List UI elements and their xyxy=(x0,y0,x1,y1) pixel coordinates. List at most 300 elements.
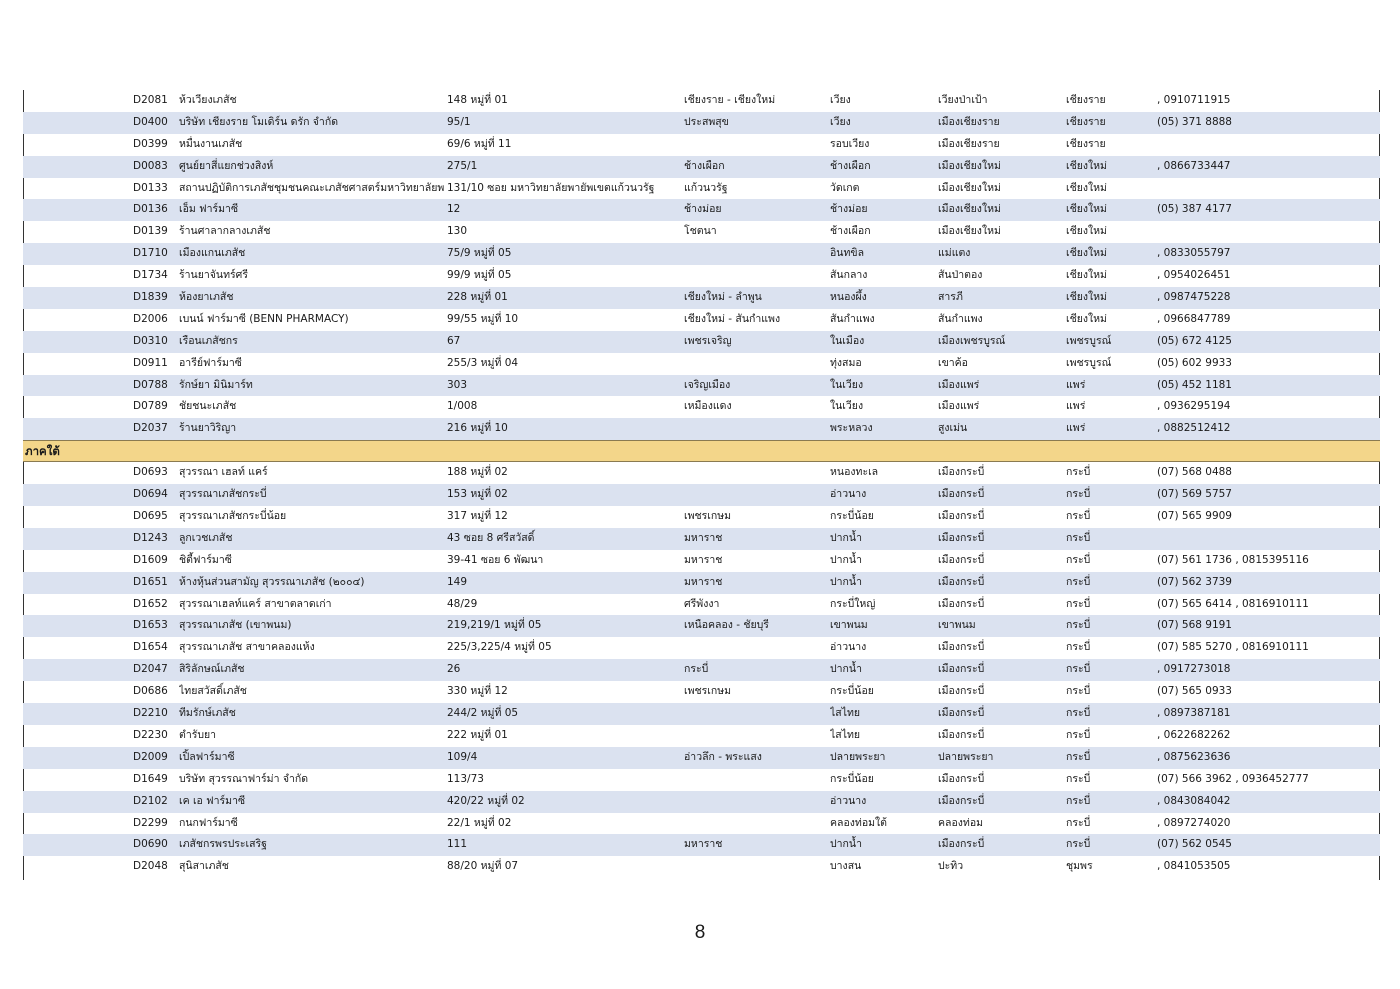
cell-province: เชียงราย xyxy=(1066,115,1106,128)
cell-province: กระบี่ xyxy=(1066,816,1091,829)
cell-province: กระบี่ xyxy=(1066,728,1091,741)
table-row xyxy=(23,243,1380,265)
cell-subdistrict: พระหลวง xyxy=(830,422,873,435)
pharmacy-table xyxy=(23,90,1380,878)
cell-subdistrict: ไสไทย xyxy=(830,707,861,720)
cell-store-code: D1654 xyxy=(133,641,168,654)
cell-phone: (07) 565 6414 , 0816910111 xyxy=(1157,597,1309,610)
cell-phone: (07) 565 0933 xyxy=(1157,685,1232,698)
cell-store-name: ชัยชนะเภสัช xyxy=(179,400,237,413)
table-row xyxy=(23,769,1380,791)
cell-province: เพชรบูรณ์ xyxy=(1066,334,1112,347)
cell-province: แพร่ xyxy=(1066,422,1086,435)
cell-phone: (07) 561 1736 , 0815395116 xyxy=(1157,553,1309,566)
cell-province: กระบี่ xyxy=(1066,641,1091,654)
cell-province: กระบี่ xyxy=(1066,750,1091,763)
cell-district: สูงเม่น xyxy=(938,422,968,435)
cell-store-code: D0686 xyxy=(133,685,168,698)
cell-store-code: D0789 xyxy=(133,400,168,413)
cell-province: กระบี่ xyxy=(1066,619,1091,632)
cell-district: สารภี xyxy=(938,291,963,304)
table-row xyxy=(23,90,1380,112)
cell-store-name: ตำรับยา xyxy=(179,728,217,741)
cell-road: เชียงใหม่ - ลำพูน xyxy=(684,291,762,304)
cell-address: 111 xyxy=(447,838,468,851)
cell-store-code: D2009 xyxy=(133,750,168,763)
cell-subdistrict: สันกำแพง xyxy=(830,312,875,325)
table-row xyxy=(23,594,1380,616)
cell-province: กระบี่ xyxy=(1066,838,1091,851)
cell-store-name: รักษ์ยา มินิมาร์ท xyxy=(179,378,253,391)
cell-phone: (07) 566 3962 , 0936452777 xyxy=(1157,772,1309,785)
cell-address: 12 xyxy=(447,203,461,216)
cell-store-name: สุวรรณาเภสัชกระบี่ xyxy=(179,488,267,501)
cell-store-code: D0310 xyxy=(133,334,168,347)
cell-store-code: D2102 xyxy=(133,794,168,807)
cell-address: 130 xyxy=(447,225,468,238)
cell-district: เมืองเชียงใหม่ xyxy=(938,225,1001,238)
cell-province: กระบี่ xyxy=(1066,772,1091,785)
region-header-south xyxy=(23,440,1380,462)
cell-store-name: เบนน์ ฟาร์มาซี (BENN PHARMACY) xyxy=(179,312,349,325)
cell-district: เมืองกระบี่ xyxy=(938,553,985,566)
cell-store-code: D1734 xyxy=(133,269,168,282)
table-row xyxy=(23,747,1380,769)
cell-store-code: D1652 xyxy=(133,597,168,610)
cell-district: เมืองกระบี่ xyxy=(938,597,985,610)
cell-phone: (07) 565 9909 xyxy=(1157,510,1232,523)
cell-subdistrict: กระบี่น้อย xyxy=(830,685,874,698)
cell-road: เชียงใหม่ - สันกำแพง xyxy=(684,312,781,325)
cell-store-code: D1243 xyxy=(133,531,168,544)
north-region-rows xyxy=(23,90,1380,440)
cell-store-name: เค เอ ฟาร์มาซี xyxy=(179,794,246,807)
table-row xyxy=(23,353,1380,375)
cell-road: อ่าวลึก - พระแสง xyxy=(684,750,762,763)
cell-address: 153 หมู่ที่ 02 xyxy=(447,488,508,501)
table-row xyxy=(23,309,1380,331)
cell-address: 330 หมู่ที่ 12 xyxy=(447,685,508,698)
cell-province: กระบี่ xyxy=(1066,663,1091,676)
cell-phone: , 0882512412 xyxy=(1157,422,1231,435)
cell-district: เมืองกระบี่ xyxy=(938,772,985,785)
cell-address: 244/2 หมู่ที่ 05 xyxy=(447,707,519,720)
cell-store-code: D2047 xyxy=(133,663,168,676)
cell-subdistrict: รอบเวียง xyxy=(830,137,870,150)
cell-subdistrict: หนองทะเล xyxy=(830,466,879,479)
cell-province: กระบี่ xyxy=(1066,575,1091,588)
cell-phone: (05) 387 4177 xyxy=(1157,203,1232,216)
cell-store-name: ห้วเวียงเภสัช xyxy=(179,94,237,106)
cell-district: เมืองกระบี่ xyxy=(938,685,985,698)
cell-road: เพชรเกษม xyxy=(684,685,732,698)
cell-district: เมืองกระบี่ xyxy=(938,488,985,501)
cell-phone: , 0875623636 xyxy=(1157,750,1231,763)
cell-store-code: D1710 xyxy=(133,247,168,260)
cell-province: กระบี่ xyxy=(1066,510,1091,523)
cell-store-name: เภสัชกรพรประเสริฐ xyxy=(179,838,267,851)
cell-phone: , 0843084042 xyxy=(1157,794,1231,807)
cell-subdistrict: อินทขิล xyxy=(830,247,865,260)
cell-store-code: D2081 xyxy=(133,94,168,106)
cell-address: 22/1 หมู่ที่ 02 xyxy=(447,816,512,829)
cell-subdistrict: กระบี่ใหญ่ xyxy=(830,597,876,610)
cell-store-code: D0083 xyxy=(133,159,168,172)
cell-district: แม่แตง xyxy=(938,247,971,260)
cell-subdistrict: อ่าวนาง xyxy=(830,641,867,654)
cell-road: ศรีพังงา xyxy=(684,597,720,610)
cell-store-name: ร้านยาจันทร์ศรี xyxy=(179,269,248,282)
cell-phone: , 0622682262 xyxy=(1157,728,1231,741)
cell-province: กระบี่ xyxy=(1066,488,1091,501)
cell-store-code: D2230 xyxy=(133,728,168,741)
cell-road: กระบี่ xyxy=(684,663,709,676)
cell-district: คลองท่อม xyxy=(938,816,984,829)
cell-district: สันกำแพง xyxy=(938,312,983,325)
cell-subdistrict: ปลายพระยา xyxy=(830,750,886,763)
cell-district: เมืองเชียงราย xyxy=(938,137,1000,150)
cell-subdistrict: ทุ่งสมอ xyxy=(830,356,862,369)
table-row xyxy=(23,287,1380,309)
table-row xyxy=(23,112,1380,134)
cell-store-name: บริษัท เชียงราย โมเดิร์น ดรัก จำกัด xyxy=(179,115,339,128)
cell-district: เมืองเชียงใหม่ xyxy=(938,203,1001,216)
cell-phone: , 0917273018 xyxy=(1157,663,1231,676)
cell-store-code: D0695 xyxy=(133,510,168,523)
cell-province: เชียงใหม่ xyxy=(1066,291,1107,304)
cell-subdistrict: ปากน้ำ xyxy=(830,575,862,588)
cell-district: เมืองกระบี่ xyxy=(938,466,985,479)
cell-phone: (07) 562 0545 xyxy=(1157,838,1232,851)
table-row xyxy=(23,484,1380,506)
cell-store-code: D0133 xyxy=(133,181,168,194)
cell-address: 1/008 xyxy=(447,400,478,413)
cell-subdistrict: บางสน xyxy=(830,860,862,873)
cell-address: 109/4 xyxy=(447,750,478,763)
cell-store-name: ทีมรักษ์เภสัช xyxy=(179,707,236,720)
cell-subdistrict: ในเมือง xyxy=(830,334,865,347)
cell-subdistrict: กระบี่น้อย xyxy=(830,510,874,523)
cell-district: ปะทิว xyxy=(938,860,964,873)
cell-store-code: D0139 xyxy=(133,225,168,238)
cell-address: 275/1 xyxy=(447,159,478,172)
table-row xyxy=(23,681,1380,703)
table-row xyxy=(23,331,1380,353)
cell-subdistrict: วัดเกต xyxy=(830,181,860,194)
cell-road: เพชรเจริญ xyxy=(684,334,732,347)
cell-store-code: D2037 xyxy=(133,422,168,435)
cell-subdistrict: เวียง xyxy=(830,115,851,128)
cell-road: แก้วนวรัฐ xyxy=(684,181,728,194)
cell-district: สันป่าตอง xyxy=(938,269,983,282)
cell-address: 69/6 หมู่ที่ 11 xyxy=(447,137,512,150)
cell-road: เหมืองแดง xyxy=(684,400,732,413)
cell-district: เขาพนม xyxy=(938,619,976,632)
cell-store-code: D0694 xyxy=(133,488,168,501)
cell-store-name: เปิ้ลฟาร์มาซี xyxy=(179,750,235,763)
cell-subdistrict: ปากน้ำ xyxy=(830,838,862,851)
cell-subdistrict: ปากน้ำ xyxy=(830,663,862,676)
cell-address: 317 หมู่ที่ 12 xyxy=(447,510,508,523)
cell-store-code: D0693 xyxy=(133,466,168,479)
cell-store-name: สุวรรณาเภสัชกระบี่น้อย xyxy=(179,510,287,523)
cell-phone: (05) 672 4125 xyxy=(1157,334,1232,347)
cell-address: 188 หมู่ที่ 02 xyxy=(447,466,508,479)
cell-address: 228 หมู่ที่ 01 xyxy=(447,291,508,304)
cell-store-code: D0788 xyxy=(133,378,168,391)
cell-subdistrict: หนองผึ้ง xyxy=(830,291,867,304)
table-row xyxy=(23,462,1380,484)
cell-province: เพชรบูรณ์ xyxy=(1066,356,1112,369)
cell-address: 149 xyxy=(447,575,468,588)
cell-store-name: เอ็ม ฟาร์มาซี xyxy=(179,203,239,216)
cell-phone: , 0987475228 xyxy=(1157,291,1231,304)
region-label: ภาคใต้ xyxy=(25,444,60,459)
cell-road: ช้างม่อย xyxy=(684,203,722,216)
cell-subdistrict: กระบี่น้อย xyxy=(830,772,874,785)
cell-subdistrict: ในเวียง xyxy=(830,400,864,413)
cell-store-name: ลูกเวชเภสัช xyxy=(179,531,233,544)
cell-store-name: ห้องยาเภสัช xyxy=(179,291,234,304)
cell-district: เมืองแพร่ xyxy=(938,378,980,391)
cell-province: แพร่ xyxy=(1066,400,1086,413)
cell-phone: (05) 452 1181 xyxy=(1157,378,1232,391)
cell-subdistrict: ช้างเผือก xyxy=(830,225,871,238)
cell-province: เชียงใหม่ xyxy=(1066,181,1107,194)
page-number: 8 xyxy=(694,922,706,943)
cell-road: ประสพสุข xyxy=(684,115,729,128)
south-region-rows xyxy=(23,462,1380,878)
cell-district: เมืองกระบี่ xyxy=(938,707,985,720)
cell-address: 225/3,225/4 หมู่ที่ 05 xyxy=(447,641,552,654)
cell-store-name: หมื่นงานเภสัช xyxy=(179,137,243,150)
cell-district: เมืองเชียงใหม่ xyxy=(938,181,1001,194)
cell-province: เชียงใหม่ xyxy=(1066,269,1107,282)
cell-subdistrict: อ่าวนาง xyxy=(830,794,867,807)
cell-road: ช้างเผือก xyxy=(684,159,725,172)
table-row xyxy=(23,856,1380,878)
cell-store-name: เมืองแกนเภสัช xyxy=(179,247,246,260)
cell-store-name: อารีย์ฟาร์มาซี xyxy=(179,356,242,369)
table-row xyxy=(23,418,1380,440)
cell-address: 113/73 xyxy=(447,772,484,785)
cell-store-code: D1653 xyxy=(133,619,168,632)
cell-province: เชียงใหม่ xyxy=(1066,247,1107,260)
cell-district: ปลายพระยา xyxy=(938,750,994,763)
cell-phone: (07) 562 3739 xyxy=(1157,575,1232,588)
cell-road: เชียงราย - เชียงใหม่ xyxy=(684,94,776,106)
cell-phone: (07) 585 5270 , 0816910111 xyxy=(1157,641,1309,654)
cell-district: เมืองเชียงใหม่ xyxy=(938,159,1001,172)
table-row xyxy=(23,396,1380,418)
cell-phone: (05) 371 8888 xyxy=(1157,115,1232,128)
cell-road: มหาราช xyxy=(684,531,723,544)
cell-district: เมืองกระบี่ xyxy=(938,838,985,851)
cell-district: เมืองกระบี่ xyxy=(938,641,985,654)
cell-province: กระบี่ xyxy=(1066,707,1091,720)
cell-address: 39-41 ซอย 6 พัฒนา xyxy=(447,553,544,566)
cell-subdistrict: สันกลาง xyxy=(830,269,868,282)
cell-province: กระบี่ xyxy=(1066,466,1091,479)
cell-store-code: D2048 xyxy=(133,860,168,873)
cell-road: โชตนา xyxy=(684,225,717,238)
table-row xyxy=(23,178,1380,200)
table-row xyxy=(23,375,1380,397)
cell-district: เมืองเพชรบูรณ์ xyxy=(938,334,1006,347)
cell-district: เมืองกระบี่ xyxy=(938,663,985,676)
cell-district: เวียงป่าเป้า xyxy=(938,94,988,106)
table-row xyxy=(23,572,1380,594)
cell-province: เชียงราย xyxy=(1066,94,1106,106)
cell-district: เมืองกระบี่ xyxy=(938,575,985,588)
cell-province: กระบี่ xyxy=(1066,794,1091,807)
cell-store-name: ร้านศาลากลางเภสัช xyxy=(179,225,271,238)
cell-address: 216 หมู่ที่ 10 xyxy=(447,422,508,435)
cell-province: แพร่ xyxy=(1066,378,1086,391)
table-row xyxy=(23,506,1380,528)
cell-address: 67 xyxy=(447,334,461,347)
cell-phone: (05) 602 9933 xyxy=(1157,356,1232,369)
cell-store-code: D0136 xyxy=(133,203,168,216)
cell-district: เมืองแพร่ xyxy=(938,400,980,413)
cell-phone: , 0966847789 xyxy=(1157,312,1231,325)
cell-store-code: D2210 xyxy=(133,707,168,720)
cell-store-code: D0399 xyxy=(133,137,168,150)
cell-subdistrict: คลองท่อมใต้ xyxy=(830,816,887,829)
cell-subdistrict: ปากน้ำ xyxy=(830,531,862,544)
cell-province: เชียงใหม่ xyxy=(1066,159,1107,172)
table-row xyxy=(23,265,1380,287)
cell-store-code: D1839 xyxy=(133,291,168,304)
cell-address: 420/22 หมู่ที่ 02 xyxy=(447,794,525,807)
cell-address: 43 ซอย 8 ศรีสวัสดิ์ xyxy=(447,531,535,544)
cell-phone: , 0910711915 xyxy=(1157,94,1231,106)
cell-phone: , 0866733447 xyxy=(1157,159,1231,172)
cell-store-name: ชิตี้ฟาร์มาซี xyxy=(179,553,232,566)
cell-store-code: D0911 xyxy=(133,356,168,369)
cell-district: เมืองเชียงราย xyxy=(938,115,1000,128)
cell-address: 303 xyxy=(447,378,468,391)
cell-subdistrict: อ่าวนาง xyxy=(830,488,867,501)
cell-address: 75/9 หมู่ที่ 05 xyxy=(447,247,512,260)
cell-store-name: สุวรรณาเภสัช สาขาคลองแห้ง xyxy=(179,641,315,654)
cell-subdistrict: ช้างม่อย xyxy=(830,203,868,216)
cell-phone: , 0936295194 xyxy=(1157,400,1231,413)
cell-province: กระบี่ xyxy=(1066,531,1091,544)
cell-province: กระบี่ xyxy=(1066,553,1091,566)
cell-address: 255/3 หมู่ที่ 04 xyxy=(447,356,519,369)
cell-province: ชุมพร xyxy=(1066,860,1093,873)
table-row xyxy=(23,156,1380,178)
cell-address: 99/9 หมู่ที่ 05 xyxy=(447,269,512,282)
cell-store-name: ห้างหุ้นส่วนสามัญ สุวรรณาเภสัช (๒๐๐๔) xyxy=(179,575,365,588)
table-row xyxy=(23,703,1380,725)
cell-district: เมืองกระบี่ xyxy=(938,728,985,741)
cell-district: เขาค้อ xyxy=(938,356,968,369)
cell-phone: (07) 568 9191 xyxy=(1157,619,1232,632)
table-row xyxy=(23,221,1380,243)
cell-phone: , 0897274020 xyxy=(1157,816,1231,829)
cell-store-code: D1651 xyxy=(133,575,168,588)
cell-store-name: ร้านยาวิริญา xyxy=(179,422,237,435)
cell-store-name: ศูนย์ยาสี่แยกช่วงสิงห์ xyxy=(179,159,274,172)
cell-road: เหนือคลอง - ชัยบุรี xyxy=(684,619,769,632)
cell-store-name: กนกฟาร์มาซี xyxy=(179,816,238,829)
cell-address: 99/55 หมู่ที่ 10 xyxy=(447,312,519,325)
cell-road: เจริญเมือง xyxy=(684,378,731,391)
cell-subdistrict: ปากน้ำ xyxy=(830,553,862,566)
cell-province: กระบี่ xyxy=(1066,597,1091,610)
cell-phone: , 0954026451 xyxy=(1157,269,1231,282)
cell-province: เชียงใหม่ xyxy=(1066,225,1107,238)
cell-province: เชียงใหม่ xyxy=(1066,312,1107,325)
cell-road: มหาราช xyxy=(684,575,723,588)
table-row xyxy=(23,550,1380,572)
cell-subdistrict: ไสไทย xyxy=(830,728,861,741)
cell-phone: (07) 569 5757 xyxy=(1157,488,1232,501)
cell-address: 148 หมู่ที่ 01 xyxy=(447,94,508,106)
cell-store-name: สุวรรณา เฮลท์ แคร์ xyxy=(179,466,268,479)
table-row xyxy=(23,637,1380,659)
cell-subdistrict: เขาพนม xyxy=(830,619,868,632)
cell-phone: , 0897387181 xyxy=(1157,707,1231,720)
table-row xyxy=(23,834,1380,856)
table-row xyxy=(23,791,1380,813)
table-row xyxy=(23,528,1380,550)
cell-store-name: สิริลักษณ์เภสัช xyxy=(179,663,245,676)
cell-road: มหาราช xyxy=(684,553,723,566)
cell-store-name: เรือนเภสัชกร xyxy=(179,334,238,347)
cell-road: เพชรเกษม xyxy=(684,510,732,523)
table-row xyxy=(23,813,1380,835)
table-row xyxy=(23,615,1380,637)
cell-phone: , 0833055797 xyxy=(1157,247,1231,260)
cell-store-name: สุวรรณาเภสัช (เขาพนม) xyxy=(179,619,292,632)
cell-store-code: D1649 xyxy=(133,772,168,785)
cell-address: 48/29 xyxy=(447,597,478,610)
cell-subdistrict: ในเวียง xyxy=(830,378,864,391)
cell-address: 219,219/1 หมู่ที่ 05 xyxy=(447,619,542,632)
table-row xyxy=(23,134,1380,156)
cell-district: เมืองกระบี่ xyxy=(938,794,985,807)
cell-address: 26 xyxy=(447,663,461,676)
cell-store-name: สุนิสาเภสัช xyxy=(179,860,229,873)
cell-store-code: D0400 xyxy=(133,115,168,128)
cell-store-name: สถานปฏิบัติการเภสัชชุมชนคณะเภสัชศาสตร์มหาวิทยาลัยพ xyxy=(179,181,445,194)
cell-province: เชียงราย xyxy=(1066,137,1106,150)
cell-district: เมืองกระบี่ xyxy=(938,510,985,523)
cell-subdistrict: เวียง xyxy=(830,94,851,106)
table-row xyxy=(23,659,1380,681)
cell-district: เมืองกระบี่ xyxy=(938,531,985,544)
cell-address: 222 หมู่ที่ 01 xyxy=(447,728,508,741)
cell-phone: (07) 568 0488 xyxy=(1157,466,1232,479)
cell-store-name: บริษัท สุวรรณาฟาร์ม่า จำกัด xyxy=(179,772,309,785)
cell-province: กระบี่ xyxy=(1066,685,1091,698)
cell-subdistrict: ช้างเผือก xyxy=(830,159,871,172)
cell-store-code: D1609 xyxy=(133,553,168,566)
cell-road: มหาราช xyxy=(684,838,723,851)
table-row xyxy=(23,725,1380,747)
cell-store-code: D0690 xyxy=(133,838,168,851)
cell-province: เชียงใหม่ xyxy=(1066,203,1107,216)
cell-store-name: สุวรรณาเฮลท์แคร์ สาขาตลาดเก่า xyxy=(179,597,332,610)
cell-store-name: ไทยสวัสดิ์เภสัช xyxy=(179,685,247,698)
table-row xyxy=(23,199,1380,221)
cell-phone: , 0841053505 xyxy=(1157,860,1231,873)
cell-address: 131/10 ซอย มหาวิทยาลัยพายัพเขตแก้วนวรัฐ xyxy=(447,181,655,194)
cell-address: 95/1 xyxy=(447,115,471,128)
